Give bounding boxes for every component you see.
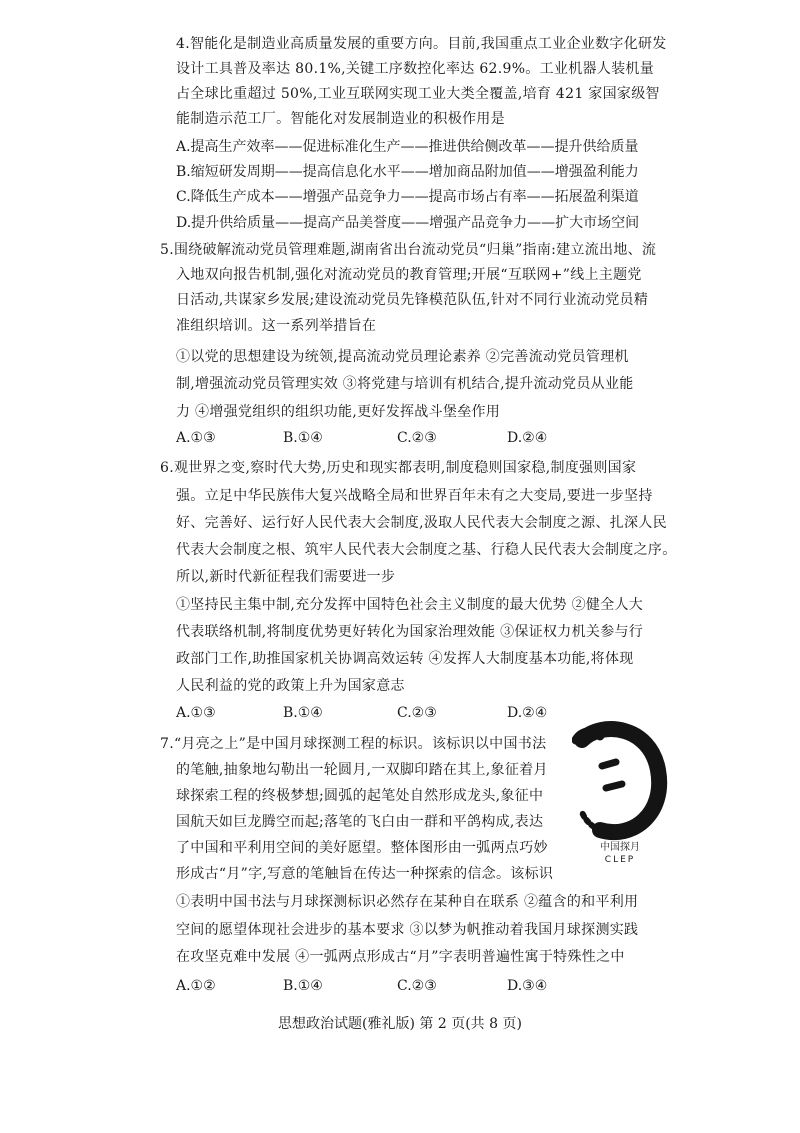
question-text-line: 球探索工程的终极梦想;圆弧的起笔处自然形成龙头,象征中 [176, 788, 544, 804]
statement-line: 制,增强流动党员管理实效 ③将党建与培训有机结合,提升流动党员从业能 [176, 376, 634, 392]
question-text-line: 日活动,共谋家乡发展;建设流动党员先锋模范队伍,针对不同行业流动党员精 [176, 292, 649, 308]
moon-brush-icon [572, 718, 668, 868]
option-c: C.②③ [397, 978, 437, 994]
question-text-line: 5.围绕破解流动党员管理难题,湖南省出台流动党员“归巢”指南:建立流出地、流 [160, 242, 657, 258]
question-text-line: 的笔触,抽象地勾勒出一轮圆月,一双脚印踏在其上,象征着月 [176, 762, 548, 778]
statement-line: 人民利益的党的政策上升为国家意志 [176, 678, 405, 694]
statement-line: ①坚持民主集中制,充分发挥中国特色社会主义制度的最大优势 ②健全人大 [176, 597, 644, 613]
statement-line: 力 ④增强党组织的组织功能,更好发挥战斗堡垒作用 [176, 404, 501, 420]
question-text-line: 入地双向报告机制,强化对流动党员的教育管理;开展“互联网+”线上主题党 [176, 267, 642, 283]
option-b: B.①④ [283, 978, 323, 994]
statement-line: 在攻坚克难中发展 ④一弧两点形成古“月”字表明普遍性寓于特殊性之中 [176, 949, 625, 965]
question-text-line: 形成古“月”字,写意的笔触旨在传达一种探索的信念。该标识 [176, 866, 554, 882]
option-d: D.提升供给质量——提高产品美誉度——增强产品竞争力——扩大市场空间 [176, 215, 640, 231]
option-d: D.②④ [507, 705, 548, 721]
question-text-line: 7.“月亮之上”是中国月球探测工程的标识。该标识以中国书法 [160, 736, 547, 752]
question-text-line: 6.观世界之变,察时代大势,历史和现实都表明,制度稳则国家稳,制度强则国家 [160, 460, 637, 476]
question-text-line: 占全球比重超过 50%,工业互联网实现工业大类全覆盖,培育 421 家国家级智 [176, 86, 660, 102]
clep-logo [572, 718, 668, 868]
option-d: D.③④ [507, 978, 548, 994]
option-c: C.②③ [397, 430, 437, 446]
question-text-line: 所以,新时代新征程我们需要进一步 [176, 569, 396, 585]
logo-text-en: CLEP [604, 855, 636, 865]
option-b: B.①④ [283, 430, 323, 446]
option-b: B.缩短研发周期——提高信息化水平——增加商品附加值——增强盈利能力 [176, 164, 639, 180]
option-b: B.①④ [283, 705, 323, 721]
statement-line: 代表联络机制,将制度优势更好转化为国家治理效能 ③保证权力机关参与行 [176, 624, 644, 640]
statement-line: ①以党的思想建设为统领,提高流动党员理论素养 ②完善流动党员管理机 [176, 349, 629, 365]
page-footer: 思想政治试题(雅礼版) 第 2 页(共 8 页) [278, 1016, 522, 1032]
question-text-line: 了中国和平利用空间的美好愿望。整体图形由一弧两点巧妙 [176, 840, 548, 856]
question-text-line: 设计工具普及率达 80.1%,关键工序数控化率达 62.9%。工业机器人装机量 [176, 61, 654, 77]
option-a: A.①③ [176, 705, 216, 721]
option-c: C.降低生产成本——增强产品竞争力——提高市场占有率——拓展盈利渠道 [176, 189, 639, 205]
option-a: A.①③ [176, 430, 216, 446]
question-text-line: 能制造示范工厂。智能化对发展制造业的积极作用是 [176, 111, 505, 127]
question-text-line: 国航天如巨龙腾空而起;落笔的飞白由一群和平鸽构成,表达 [176, 814, 544, 830]
option-c: C.②③ [397, 705, 437, 721]
option-d: D.②④ [507, 430, 548, 446]
statement-line: ①表明中国书法与月球探测标识必然存在某种自在联系 ②蕴含的和平利用 [176, 894, 639, 910]
statement-line: 空间的愿望体现社会进步的基本要求 ③以梦为帆推动着我国月球探测实践 [176, 922, 639, 938]
question-text-line: 代表大会制度之根、筑牢人民代表大会制度之基、行稳人民代表大会制度之序。 [176, 542, 677, 558]
question-text-line: 好、完善好、运行好人民代表大会制度,汲取人民代表大会制度之源、扎深人民 [176, 515, 667, 531]
option-a: A.提高生产效率——促进标准化生产——推进供给侧改革——提升供给质量 [176, 139, 639, 155]
logo-text-cn: 中国探月 [600, 842, 640, 853]
option-a: A.①② [176, 978, 216, 994]
question-text-line: 准组织培训。这一系列举措旨在 [176, 318, 377, 334]
question-text-line: 4.智能化是制造业高质量发展的重要方向。目前,我国重点工业企业数字化研发 [176, 36, 667, 52]
question-text-line: 强。立足中华民族伟大复兴战略全局和世界百年未有之大变局,要进一步坚持 [176, 488, 653, 504]
statement-line: 政部门工作,助推国家机关协调高效运转 ④发挥人大制度基本功能,将体现 [176, 651, 634, 667]
